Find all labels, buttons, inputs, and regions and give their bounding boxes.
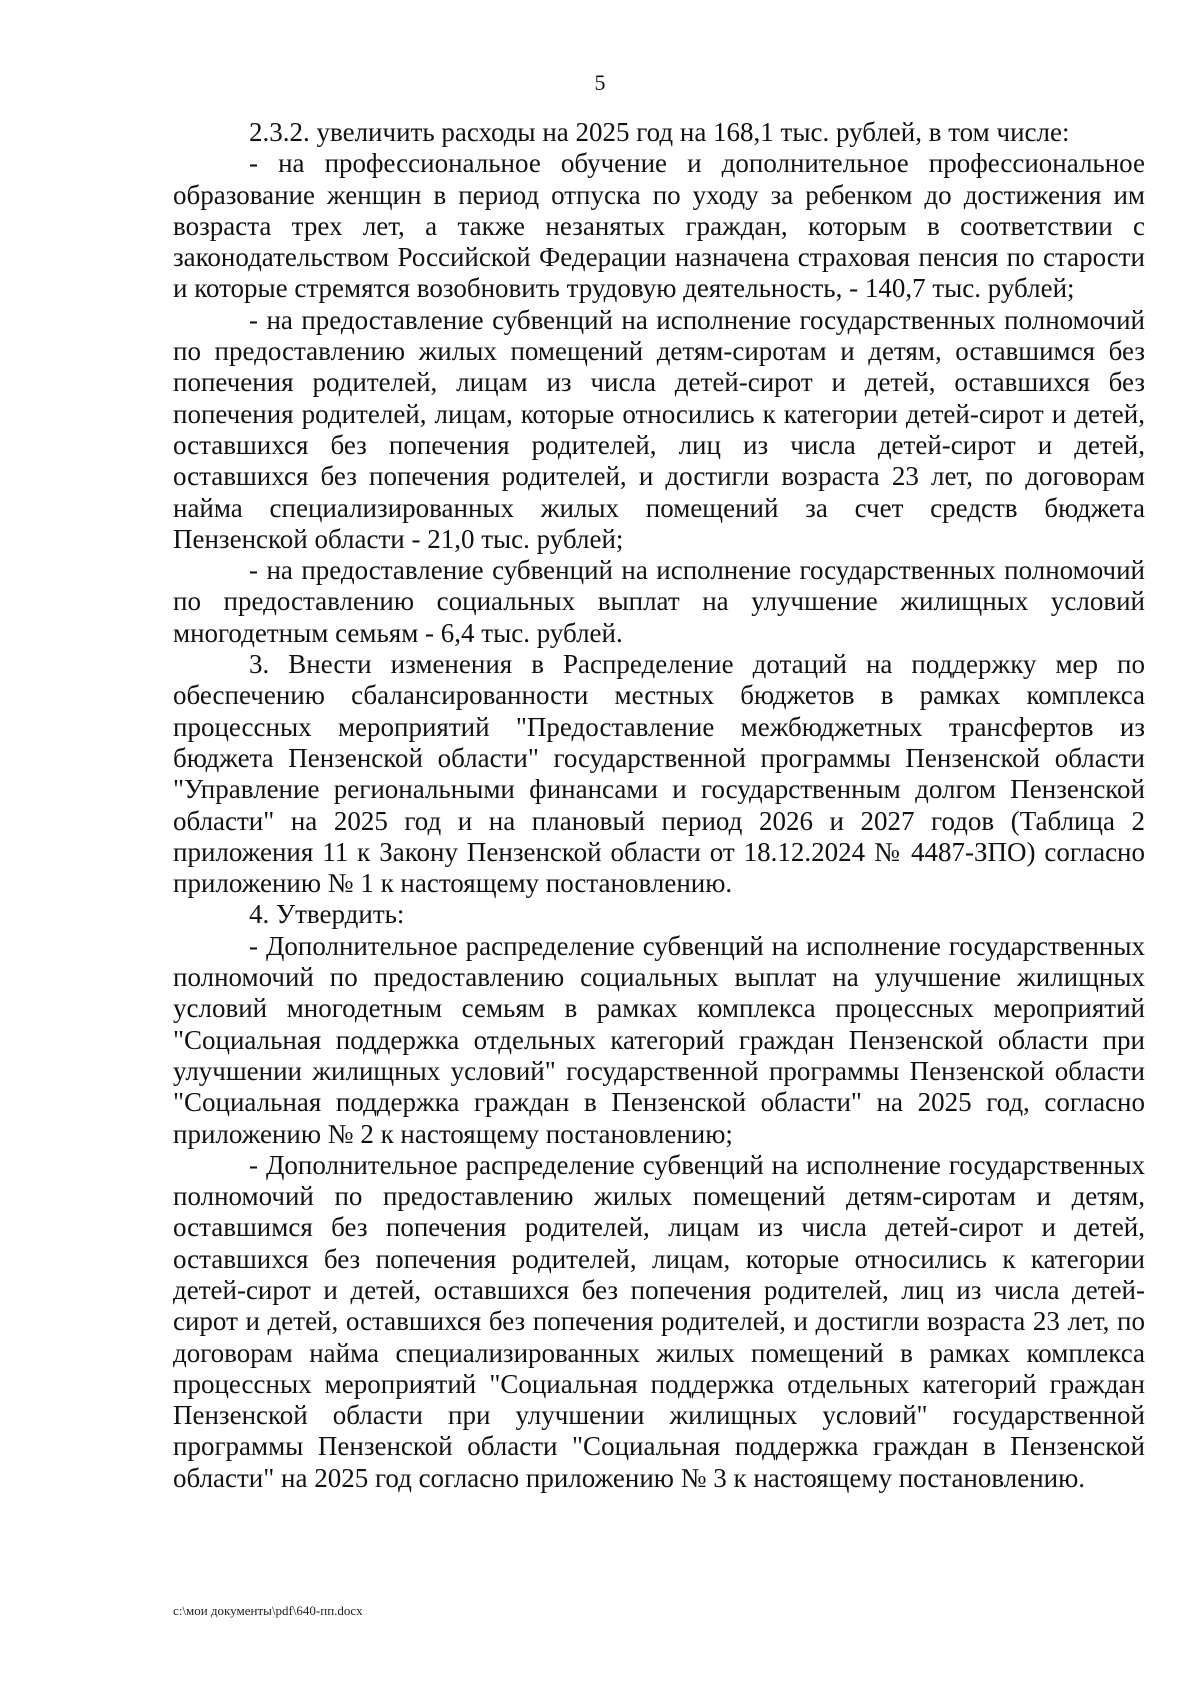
page-number: 5 [594,70,606,95]
paragraph-approve-large-family-distribution: - Дополнительное распределение субвенций на исполнение государственных полномочий по предоставлению социальных выплат на улучшение жилищных условий многодетным семьям в рамках комплекса процессных мероприятий "Социальная поддержка отдельных категорий граждан Пензенской области при улучшении жилищных условий" государственной программы Пензенской области "Социальная поддержка граждан в Пензенской области" на 2025 год, согласно приложению № 2 к настоящему постановлению; [173,930,1145,1149]
paragraph-3-subsidy-changes: 3. Внести изменения в Распределение дотаций на поддержку мер по обеспечению сбалансированности местных бюджетов в рамках комплекса процессных мероприятий "Предоставление межбюджетных трансфертов из бюджета Пензенской области" государственной программы Пензенской области "Управление региональными финансами и государственным долгом Пензенской области" на 2025 год и на плановый период 2026 и 2027 годов (Таблица 2 приложения 11 к Закону Пензенской области от 18.12.2024 № 4487-ЗПО) согласно приложению № 1 к настоящему постановлению. [173,649,1145,899]
paragraph-orphan-housing-subventions: - на предоставление субвенций на исполнение государственных полномочий по предоставлению жилых помещений детям-сиротам и детям, оставшимся без попечения родителей, лицам из числа детей-сирот и детей, оставшихся без попечения родителей, лицам, которые относились к категории детей-сирот и детей, оставшихся без попечения родителей, лиц из числа детей-сирот и детей, оставшихся без попечения родителей, и достигли возраста 23 лет, по договорам найма специализированных жилых помещений за счет средств бюджета Пензенской области - 21,0 тыс. рублей; [173,304,1145,554]
paragraph-approve-orphan-housing-distribution: - Дополнительное распределение субвенций на исполнение государственных полномочий по предоставлению жилых помещений детям-сиротам и детям, оставшимся без попечения родителей, лицам из числа детей-сирот и детей, оставшихся без попечения родителей, лицам, которые относились к категории детей-сирот и детей, оставшихся без попечения родителей, лиц из числа детей-сирот и детей, оставшихся без попечения родителей, и достигли возраста 23 лет, по договорам найма специализированных жилых помещений в рамках комплекса процессных мероприятий "Социальная поддержка отдельных категорий граждан Пензенской области при улучшении жилищных условий" государственной программы Пензенской области "Социальная поддержка граждан в Пензенской области" на 2025 год согласно приложению № 3 к настоящему постановлению. [173,1149,1145,1493]
paragraph-2-3-2-expenses: 2.3.2. увеличить расходы на 2025 год на 168,1 тыс. рублей, в том числе: [249,117,1070,147]
paragraph-large-family-payments: - на предоставление субвенций на исполнение государственных полномочий по предоставлению социальных выплат на улучшение жилищных условий многодетным семьям - 6,4 тыс. рублей. [173,555,1145,648]
paragraph-4-approve: 4. Утвердить: [249,899,405,930]
paragraph-professional-training: - на профессиональное обучение и дополнительное профессиональное образование женщин в период отпуска по уходу за ребенком до достижения им возраста трех лет, а также незанятых граждан, которым в соответствии с законодательством Российской Федерации назначена страховая пенсия по старости и которые стремятся возобновить трудовую деятельность, - 140,7 тыс. рублей; [173,148,1145,304]
document-body [173,117,1145,1494]
footer-file-path: c:\мои документы\pdf\640-пп.docx [173,1603,363,1618]
